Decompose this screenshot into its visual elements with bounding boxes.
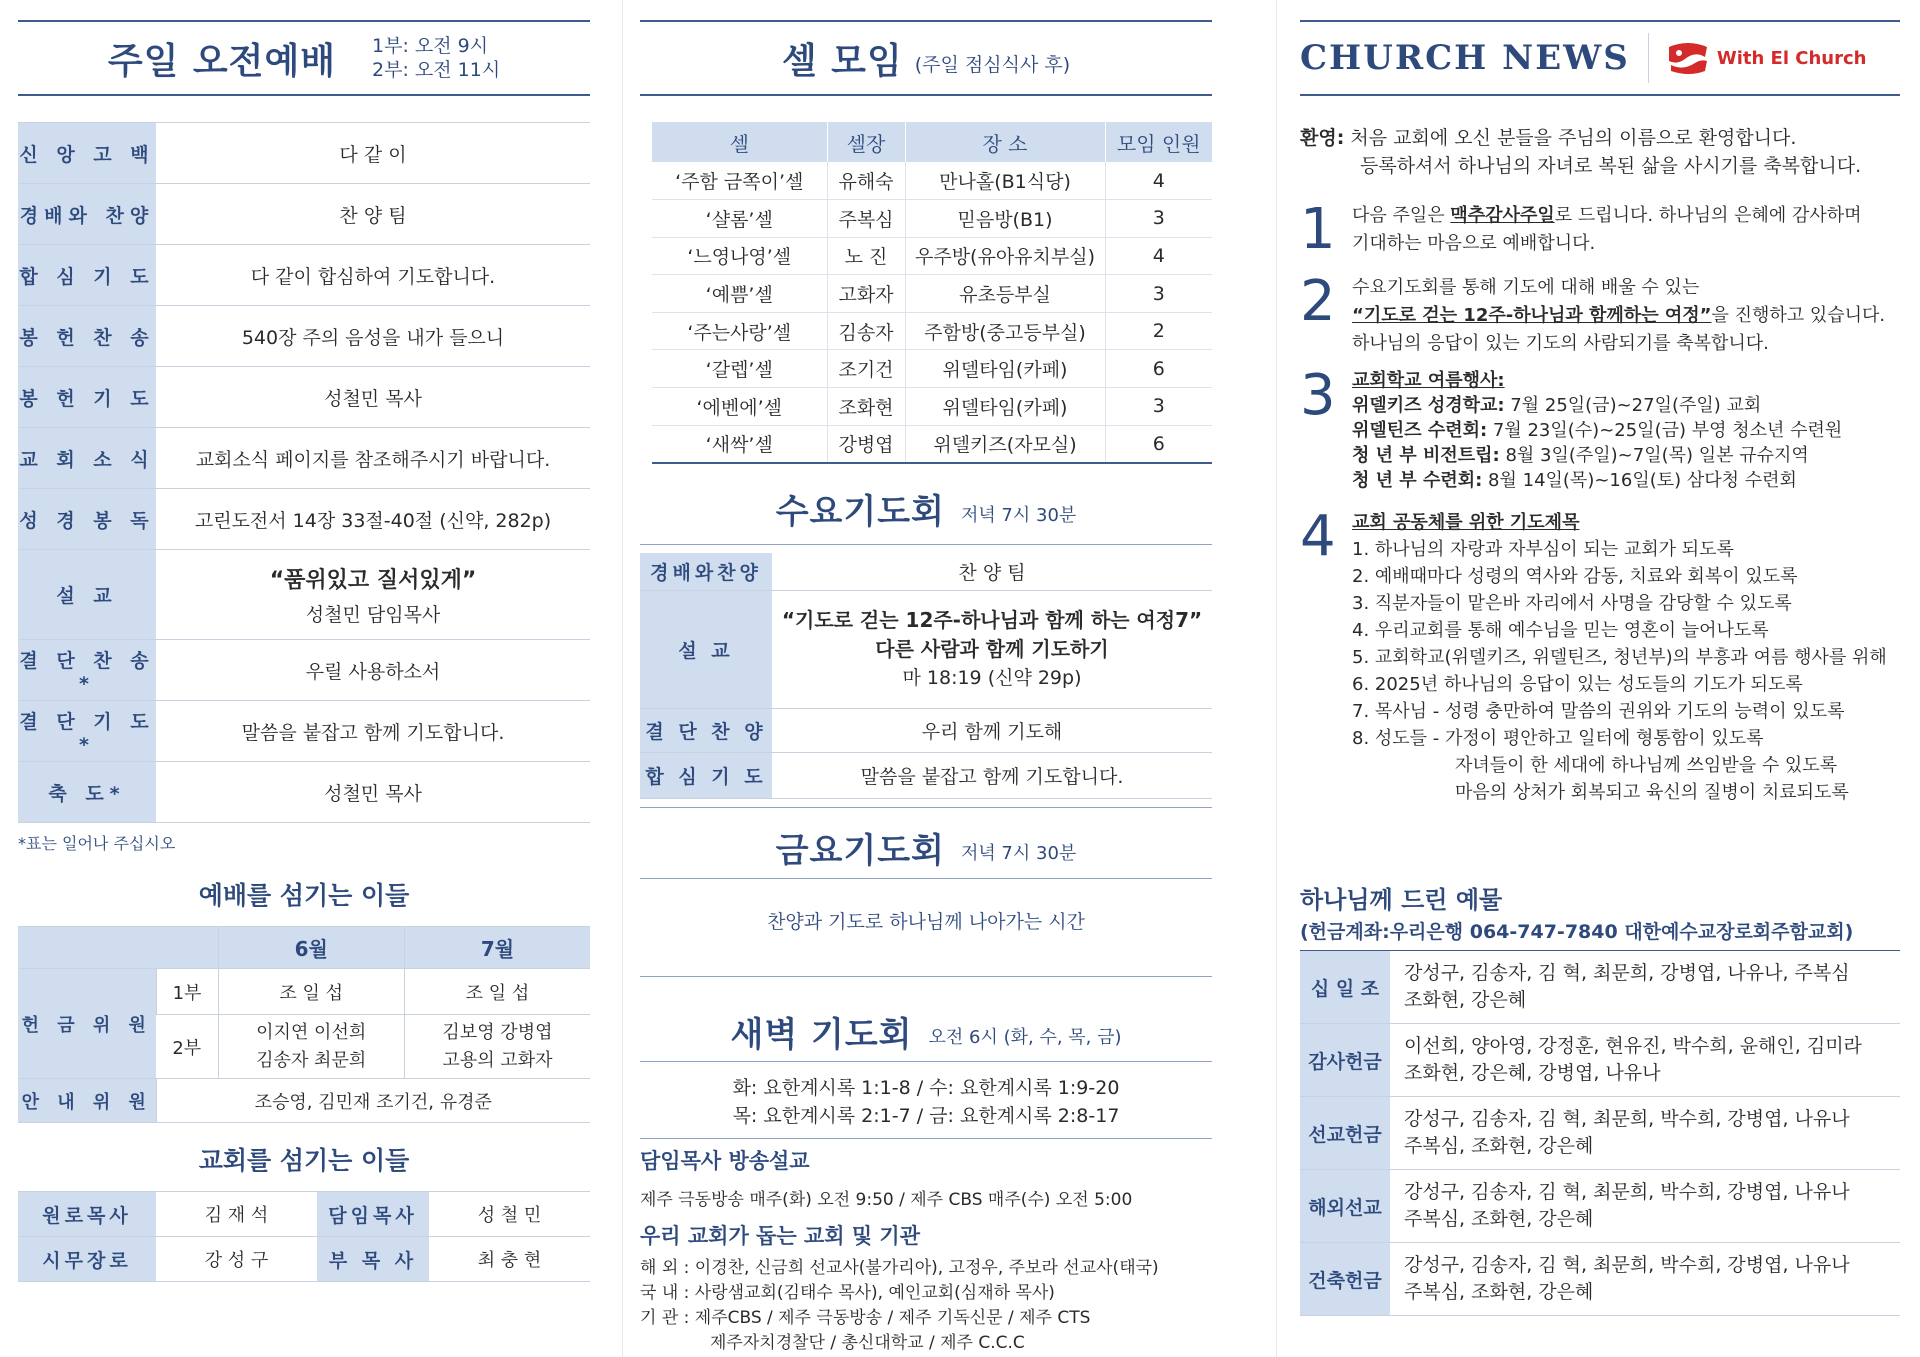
table-row: 건축헌금 강성구, 김송자, 김 혁, 최문희, 박수희, 강병엽, 나유나 주복심, 조화현, 강은혜 [1300,1243,1900,1316]
table-row: 원로목사 김 재 석 담임목사 성 철 민 [18,1192,590,1237]
dawn-prayer-header [640,1001,1212,1061]
section-title: 주일 오전예배 [107,40,337,82]
news-item: 2 수요기도회를 통해 기도에 대해 배울 수 있는 “기도로 걷는 12주-하나님과 함께하는 여정”을 진행하고 있습니다. 하나님의 응답이 있는 기도의 사람되기를 축복합니다. [1300,269,1886,354]
broadcast-title: 담임목사 방송설교 [640,1149,810,1174]
table-row: 해외선교 강성구, 김송자, 김 혁, 최문희, 박수희, 강병엽, 나유나 주복심, 조화현, 강은혜 [1300,1170,1900,1243]
section-title: 금요기도회 [775,830,945,871]
month-header: 6월 [218,927,404,969]
section-time: 저녁 7시 30분 [960,843,1077,865]
table-row: 결 단 기 도* 말씀을 붙잡고 함께 기도합니다. [18,701,590,762]
offerings-title: 하나님께 드린 예물 [1300,886,1503,914]
news-title: CHURCH NEWS [1300,38,1630,78]
divider [640,807,1212,808]
welcome-block: 환영: 처음 교회에 오신 분들을 주님의 이름으로 환영합니다. 등록하셔서 하나님의 자녀로 복된 삶을 사시기를 축복합니다. [1300,127,1862,177]
broadcast-text: 제주 극동방송 매주(화) 오전 9:50 / 제주 CBS 매주(수) 오전 5:00 [640,1190,1133,1211]
worship-column [18,0,590,1357]
divider [640,544,1212,545]
church-leaders-table [18,1191,590,1282]
offerings-table [1300,950,1900,1316]
worship-order-table [18,122,590,823]
table-row: ‘새싹’셀 강병엽 위델키즈(자모실) 6 [652,425,1212,463]
sermon-row: 설 교 “기도로 걷는 12주-하나님과 함께 하는 여정7” 다른 사람과 함께 기도하기 마 18:19 (신약 29p) [640,591,1212,709]
wednesday-prayer-header [640,474,1212,544]
scripture-reference: 마 18:19 (신약 29p) [902,667,1082,690]
section-time: 저녁 7시 30분 [960,504,1077,526]
table-row: 결 단 찬 송* 우릴 사용하소서 [18,640,590,701]
logo-text: With El Church [1716,47,1867,69]
sermon-row: 설 교 “품위있고 질서있게” 성철민 담임목사 [18,550,590,640]
divider [18,94,590,96]
table-row: 십 일 조 강성구, 김송자, 김 혁, 최문희, 강병엽, 나유나, 주복심 조화현, 강은혜 [1300,951,1900,1024]
table-row: 합 심 기 도 다 같이 합심하여 기도합니다. [18,245,590,306]
news-item: 1 다음 주일은 맥추감사주일로 드립니다. 하나님의 은혜에 감사하며 기대하는 마음으로 예배합니다. [1300,197,1862,262]
offerings-account: (헌금계좌:우리은행 064-747-7840 대한예수교장로회주함교회) [1300,921,1854,943]
offering-committee-label: 헌 금 위 원 [18,969,156,1079]
cell-meeting-header [640,22,1212,94]
table-row: 축 도* 성철민 목사 [18,762,590,823]
table-row: 경배와찬양 찬 양 팀 [640,553,1212,591]
table-row: 합 심 기 도 말씀을 붙잡고 함께 기도합니다. [640,753,1212,799]
news-header [1300,22,1900,94]
table-row: 선교헌금 강성구, 김송자, 김 혁, 최문희, 박수희, 강병엽, 나유나 주복심, 조화현, 강은혜 [1300,1097,1900,1170]
service-time-1: 1부: 오전 9시 [372,35,489,57]
standing-note: *표는 일어나 주십시오 [18,834,176,853]
news-item: 4 교회 공동체를 위한 기도제목 1. 하나님의 자랑과 자부심이 되는 교회가 되도록 2. 예배때마다 성령의 역사와 감동, 치료와 회복이 있도록 3. 직분자들이 맡은바 자리에서 사명을 감당할 수 있도록 4. 우리교회를 통해 예수님을 믿는 영혼이 늘어나도록 5. 교회학교(위델키즈, 위델틴즈, 청년부)의 부흥과 여름 행사를 위해 6. 2025년 하나님의 응답이 있는 성도들의 기도가 되도록 7. 목사님 - 성령 충만하여 말씀의 권위와 기도의 능력이 있도록 8. 성도들 - 가정이 평안하고 일터에 형통함이 있도록 자녀들이 한 세대에 하나님께 쓰임받을 수 있도록 마음의 상처가 회복되고 육신의 질병이 치료되도록 [1300,504,1887,803]
friday-description: 찬양과 기도로 하나님께 나아가는 시간 [767,911,1085,934]
table-row: ‘주는사랑’셀 김송자 주함방(중고등부실) 2 [652,312,1212,350]
section-title: 셀 모임 [781,40,903,82]
table-row: 교 회 소 식 교회소식 페이지를 참조해주시기 바랍니다. [18,428,590,489]
church-logo [1665,41,1867,75]
dawn-scripture: 화: 요한계시록 1:1-8 / 수: 요한계시록 1:9-20 목: 요한계시록 2:1-7 / 금: 요한계시록 2:8-17 [732,1077,1120,1128]
section-title: 수요기도회 [775,492,945,533]
section-time: 오전 6시 (화, 수, 목, 금) [928,1027,1122,1049]
divider [1300,94,1900,96]
table-row: 신 앙 고 백 다 같 이 [18,123,590,184]
section-title: 새벽 기도회 [730,1014,913,1055]
news-item: 3 교회학교 여름행사: 위델키즈 성경학교: 7월 25일(금)~27일(주일) 교회 위델틴즈 수련회: 7월 23일(수)~25일(금) 부영 청소년 수련원 청 년 부 비전트립: 8월 3일(주일)~7일(목) 일본 규슈지역 청 년 부 수련회: 8월 14일(목)~16일(토) 삼다청 수련회 [1300,363,1843,491]
table-row: 성 경 봉 독 고린도전서 14장 33절-40절 (신약, 282p) [18,489,590,550]
section-subtitle: (주일 점심식사 후) [914,53,1071,76]
worship-servers-table: 6월 7월 헌 금 위 원 1부 조 일 섭 조 일 섭 2부 이지연 이선희 김송자 최문희 김보영 강병엽 고용의 고화자 안 내 위 원 조승영, 김민재 조기건, 유경준 [18,926,590,1123]
divider [640,878,1212,879]
worship-servers-title: 예배를 섬기는 이들 [198,881,410,910]
meetings-column [640,0,1212,1357]
table-row: 시무장로 강 성 구 부 목 사 최 충 현 [18,1237,590,1282]
table-row: ‘샬롬’셀 주복심 믿음방(B1) 3 [652,200,1212,238]
sunday-worship-header [18,22,590,94]
table-row: ‘느영나영’셀 노 진 우주방(유아유치부실) 4 [652,237,1212,275]
support-title: 우리 교회가 돕는 교회 및 기관 [640,1224,920,1249]
sermon-title: “기도로 걷는 12주-하나님과 함께 하는 여정7” [781,608,1203,633]
wednesday-order-table [640,553,1212,800]
table-row: ‘예쁨’셀 고화자 유초등부실 3 [652,275,1212,313]
divider [640,1138,1212,1139]
divider [640,94,1212,96]
table-row: ‘주함 금쪽이’셀 유해숙 만나홀(B1식당) 4 [652,162,1212,200]
church-servers-title: 교회를 섬기는 이들 [198,1146,410,1175]
table-row: 감사헌금 이선희, 양아영, 강정훈, 현유진, 박수희, 윤해인, 김미라 조화현, 강은혜, 강병엽, 나유나 [1300,1024,1900,1097]
divider [640,1061,1212,1062]
divider [640,976,1212,977]
ushers-label: 안 내 위 원 [18,1079,156,1123]
service-time-2: 2부: 오전 11시 [372,59,501,81]
month-header: 7월 [404,927,590,969]
table-row: ‘에벤에’셀 조화현 위델타임(카페) 3 [652,388,1212,426]
table-row: 경배와 찬양 찬 양 팀 [18,184,590,245]
support-list: 해 외 : 이경찬, 신금희 선교사(불가리아), 고정우, 주보라 선교사(태국) 국 내 : 사랑샘교회(김태수 목사), 예인교회(심재하 목사) 기 관 : 제주CBS / 제주 극동방송 / 제주 기독신문 / 제주 CTS 제주자치경찰단 / 총신대학교 / 제주 C.C.C [640,1258,1159,1354]
table-row: 결 단 찬 양 우리 함께 기도해 [640,709,1212,753]
friday-prayer-header [640,816,1212,878]
table-row: 봉 헌 기 도 성철민 목사 [18,367,590,428]
offerings-header [1300,880,1900,944]
table-row: 봉 헌 찬 송 540장 주의 음성을 내가 들으니 [18,306,590,367]
sermon-title: “품위있고 질서있게” [269,567,477,593]
sermon-subtitle: 다른 사람과 함께 기도하기 [875,637,1109,662]
table-row: ‘갈렙’셀 조기건 위델타임(카페) 6 [652,350,1212,388]
ushers-value: 조승영, 김민재 조기건, 유경준 [156,1079,590,1123]
cell-meeting-table: 셀 셀장 장 소 모임 인원 ‘주함 금쪽이’셀 유해숙 만나홀(B1식당) 4 ‘샬롬’셀 주복심 믿음방(B1) 3 ‘느영나영’셀 노 진 우주방(유아유치부실) 4 ‘예쁨’셀 고화자 유초등부실 3 ‘주는사랑’셀 김송자 주함방(중고등부실) 2 ‘갈렙’셀 조기건 위델타임(카페) 6 ‘에벤에’셀 조화현 위델타임(카페) 3 ‘새싹’셀 강병엽 위델키즈(자모실) 6 [652,122,1212,464]
news-column [1300,0,1900,1357]
logo-icon [1665,41,1711,75]
sermon-preacher: 성철민 담임목사 [305,603,441,626]
